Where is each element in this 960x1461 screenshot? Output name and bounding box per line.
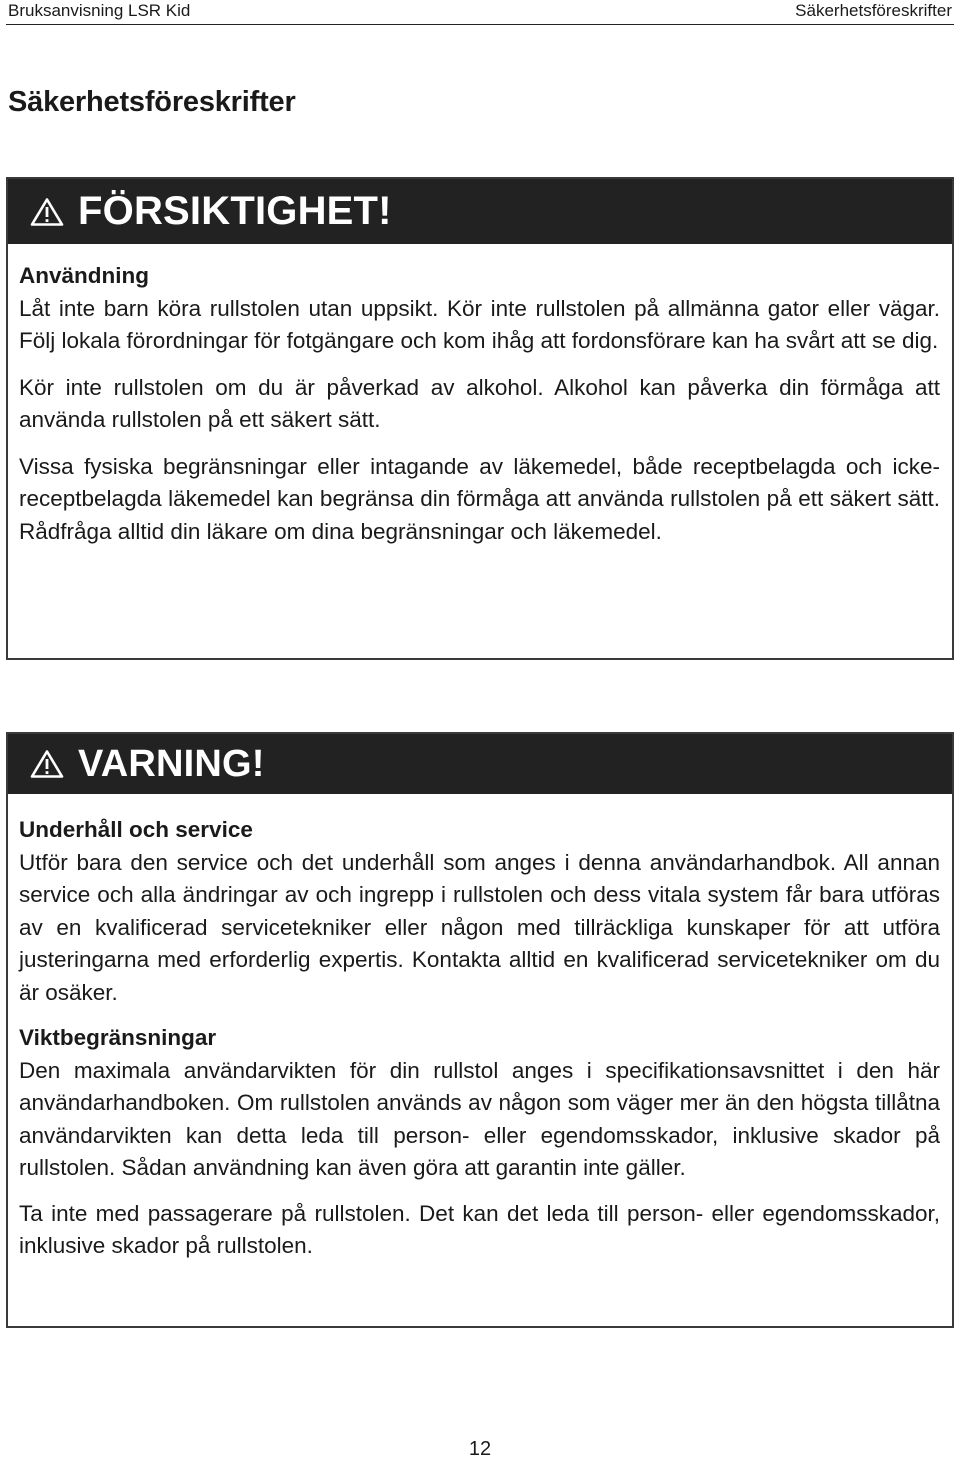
caution-body bbox=[8, 244, 952, 548]
warning-triangle-icon bbox=[30, 749, 64, 779]
warning-box bbox=[6, 732, 954, 1328]
warning-triangle-icon bbox=[30, 197, 64, 227]
page-title: Säkerhetsföreskrifter bbox=[8, 86, 296, 118]
weight-limit-paragraph: Den maximala användarvikten för din rullstol anges i specifikationsavsnittet i den här användarhandboken. Om rullstolen används av någon som väger mer än den högsta tillåtna användarvikten kan detta leda till person- eller egendomsskador, inklusive skador på rullstolen. Sådan användning kan även göra att garantin inte gäller. bbox=[19, 1057, 940, 1180]
warning-heading: VARNING! bbox=[78, 742, 265, 785]
weight-limit-section-title: Viktbegränsningar bbox=[19, 1025, 217, 1050]
caution-heading: FÖRSIKTIGHET! bbox=[78, 189, 392, 233]
header-section-title: Säkerhetsföreskrifter bbox=[795, 1, 952, 20]
header-manual-title: Bruksanvisning LSR Kid bbox=[8, 1, 191, 20]
maintenance-section-title: Underhåll och service bbox=[19, 817, 253, 842]
weight-limit-paragraph: Ta inte med passagerare på rullstolen. Det kan det leda till person- eller egendomsskador, inklusive skador på rullstolen. bbox=[19, 1200, 940, 1258]
caution-box bbox=[6, 177, 954, 660]
caution-paragraph: Låt inte barn köra rullstolen utan uppsikt. Kör inte rullstolen på allmänna gator eller vägar. Följ lokala förordningar för fotgängare och kom ihåg att fordonsförare kan ha svårt att se dig. bbox=[19, 295, 940, 353]
caution-section-title: Användning bbox=[19, 263, 149, 288]
page-number: 12 bbox=[468, 1438, 492, 1460]
caution-paragraph: Kör inte rullstolen om du är påverkad av alkohol. Alkohol kan påverka din förmåga att använda rullstolen på ett säkert sätt. bbox=[19, 374, 940, 432]
running-header bbox=[6, 0, 954, 25]
caution-paragraph: Vissa fysiska begränsningar eller intagande av läkemedel, både receptbelagda och icke-receptbelagda läkemedel kan begränsa din förmåga att använda rullstolen på ett säkert sätt. Rådfråga alltid din läkare om dina begränsningar och läkemedel. bbox=[19, 453, 940, 544]
maintenance-paragraph: Utför bara den service och det underhåll som anges i denna användarhandbok. All annan service och alla ändringar av och ingrepp i rullstolen och dess vitala system får bara utföras av en kvalificerad servicetekniker eller någon med tillräckliga kunskaper för att utföra justeringarna med erforderlig expertis. Kontakta alltid en kvalificerad servicetekniker om du är osäker. bbox=[19, 849, 940, 1005]
warning-header-bar bbox=[8, 734, 952, 794]
caution-header-bar bbox=[8, 179, 952, 244]
warning-body bbox=[8, 794, 952, 1263]
